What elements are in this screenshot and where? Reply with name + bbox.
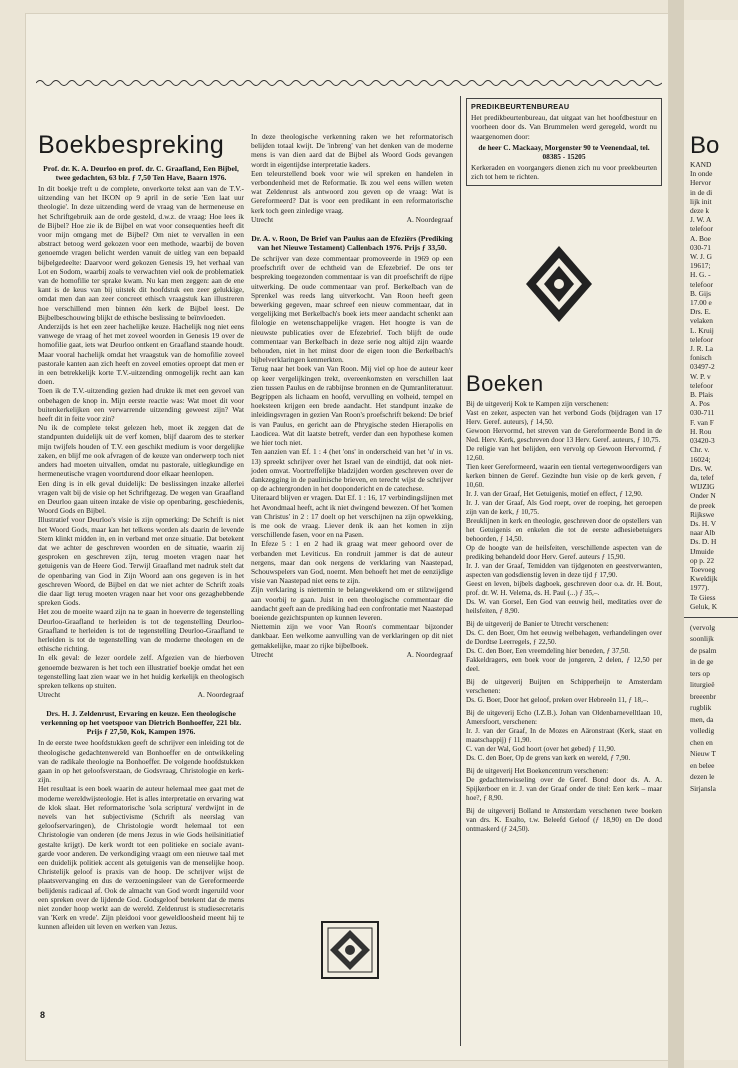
- next-page-line: Ds. H. V: [690, 518, 717, 528]
- review3-paragraph: Niettemin zijn we voor Van Roon's commentaar bijzonder dankbaar. Een welkome aanvulling van de verklaringen op dit niet gemakkelijke, maar zo rijke bijbelboek.: [251, 622, 453, 650]
- column-middle: [251, 132, 453, 659]
- next-page-line: Nieuw T: [690, 749, 716, 759]
- next-page-line: en belee: [690, 760, 715, 770]
- next-page-text: [690, 160, 738, 611]
- review1-paragraph: Anderzijds is het een zeer hachelijke keuze. Hachelijk nog niet eens vanwege de vraag of het met zoveel woorden in Genesis 19 over de homofilie gaat, iets wat Deurloo ontkent en Graafland staande houdt. Maar vooral hachelijk omdat het vraagstuk van de homofilie zoveel pastorale kanten aan zich heeft en zoveel emoties oproept dat men er in een betrekkelijk korte T.V.-uitzending onmogelijk recht aan kan doen.: [38, 322, 244, 387]
- next-page-line: 17.00 e: [690, 298, 712, 308]
- next-page-line: Rijkswe: [690, 509, 715, 519]
- boeken-entry: Ds. C. den Boer, Een vreemdeling hier beneden, ƒ 37,50.: [466, 647, 630, 655]
- next-page-line: fonisch: [690, 353, 712, 363]
- review3-signature: [251, 650, 453, 659]
- boeken-entry: Vast en zeker, aspecten van het verbond Gods (bijdragen van 17 Herv. Geref. auteurs), ƒ 14,50.: [466, 409, 662, 426]
- next-page-line: IJmuide: [690, 546, 714, 556]
- boeken-list: [466, 400, 662, 834]
- next-page-line: A. Pos: [690, 399, 710, 409]
- next-page-line: dezen le: [690, 772, 715, 782]
- review2-signature: [251, 215, 453, 224]
- next-page-line: op p. 22: [690, 555, 715, 565]
- signature-name: A. Noordegraaf: [197, 690, 244, 700]
- next-page-line: Toevoeg: [690, 564, 716, 574]
- next-page-line: chen en: [690, 737, 713, 747]
- review1-title: Prof. dr. K. A. Deurloo en prof. dr. C. Graafland, Een Bijbel, twee gedachten, 63 blz. ƒ 7,50 Ten Have, Baarn 1976.: [43, 164, 239, 182]
- next-page-line: liturgieë: [690, 680, 715, 690]
- next-page-line: 030-71: [690, 242, 711, 252]
- next-page-heading: Bo: [690, 132, 720, 159]
- review2-paragraph: Het resultaat is een boek waarin de auteur helemaal mee gaat met de moderne wereldwijsteologie. Het is alles interpretatie en ervaring wat de klok slaat. Het reformatorische 'sola scriptura' verdwijnt in de nevels van het subjectivisme (Schrift als neerslag van geloofservaringen), de Christologie wordt helemaal tot een Christologie van onderen (de mens Jezus in wie Gods heilsinitiatief gestalte krijgt). De kerk wordt tot een politieke en sociale avant-garde voor anderen. De verkondiging vraagt om een nieuwe taal met een duidelijk politiek accent als getuigenis van de menselijke hoop. Christelijk geloof is praxis van de hoop. De schrijver wijst de plaatsvervanging en dus de verzoeningsleer van de Gereformeerde belijdenis radicaal af. Ook de almacht van God wordt ingeruild voor een spreken over de lijdende God. Godsgeloof betekent dat de mens niet zonder hoop werkt aan de wereld. Zeldenrust is studiesecretaris van 'Kerk en vrede'. Zijn pleidooi voor geweldloosheid meent hij te kunnen afleiden uit leven en werken van Jezus.: [38, 784, 244, 932]
- review1-paragraph: Een ding is in elk geval duidelijk: De beslissingen inzake allerlei vragen valt bij de visie op het Schriftgezag. De wegen van Graafland en Deurloo gaan uiteen inzake de visie op openbaring, geschiedenis, Woord Gods en Bijbel.: [38, 478, 244, 516]
- boeken-entry: Breuklijnen in kerk en theologie, geschreven door de opstellers van het Getuigenis en enkelen die tot de eerste adhesiebetuigers behoorden, ƒ 14,50.: [466, 517, 662, 543]
- boeken-entry: Ds. C. den Boer, Op de grens van kerk en wereld, ƒ 7,90.: [466, 754, 631, 762]
- review1-paragraph: Toen ik de T.V.-uitzending gezien had drukte ik met een gevoel van onbehagen de knop in. Mijn eerste reactie was: Wat moet dit voor buitenkerkelijken een verwarrende uitzending geweest zijn? Wat heeft dit in feite voor zin?: [38, 386, 244, 424]
- boeken-column: [466, 372, 662, 834]
- signature-place: Utrecht: [251, 649, 274, 659]
- next-page-line: In onde: [690, 169, 713, 179]
- next-page-line: A. Boe: [690, 233, 711, 243]
- next-page-line: naar Alb: [690, 528, 716, 538]
- review3-paragraph: Uiteraard blijven er vragen. Dat Ef. 1 : 16, 17 verbindingslijnen met het Avondmaal heeft, acht ik niet dwingend bewezen. Of het 'komen van Christus' in 2 : 17 doelt op het verschijnen na zijn opwekking, is me ook de vraag. Liever denk ik aan het komen in zijn verschillende fasen, voor en na Pasen.: [251, 493, 453, 540]
- next-page-line: L. Kruij: [690, 325, 714, 335]
- next-page-line: lijk init: [690, 196, 712, 206]
- next-page-line: Sirjansla: [690, 783, 716, 793]
- boeken-entry: Bij de uitgeverij de Banier te Utrecht verschenen:: [466, 620, 609, 628]
- signature-name: A. Noordegraaf: [406, 649, 453, 659]
- boeken-entry: Ir. J. van der Graaf, Het Getuigenis, motief en effect, ƒ 12,90.: [466, 490, 643, 498]
- next-page-line: Onder N: [690, 491, 716, 501]
- boeken-entry: Ds. C. den Boer, Om het eeuwig welbehagen, verhandelingen over de Dordtse Leerregels, ƒ 22,50.: [466, 629, 662, 646]
- review3-paragraph: Zijn verklaring is niettemin te belangwekkend om er stilzwijgend aan voorbij te gaan. Juist in een theologische commentaar die aandacht geeft aan de prediking had een confrontatie met Naastepad boeiende gezichtspunten op kunnen leveren.: [251, 585, 453, 622]
- boeken-entry: Bij de uitgeverij Het Boekencentrum verschenen:: [466, 767, 609, 775]
- review1-paragraph: Het zou de moeite waard zijn na te gaan in hoeverre de tegenstelling Deurloo-Graafland te herleiden is tot de tegenstelling Deurloo-Graafland te herleiden is tot de tegenstelling Deurloo-Graafland te herleiden is tot de tegenstelling van de moderne theologen en de ethische richting.: [38, 607, 244, 654]
- next-page-line: KAND: [690, 160, 712, 169]
- page-gutter: [668, 0, 684, 1068]
- next-page-line: Drs. E.: [690, 307, 711, 317]
- next-page-line: telefoor: [690, 279, 713, 289]
- next-page-line: B. Gijs: [690, 288, 711, 298]
- review3-paragraph: Ten aanzien van Ef. 1 : 4 (het 'ons' in onderscheid van het 'u' in vs. 13) spreekt schrijver over het Israel van de eindtijd, dat ook niet-joden omvat. Voortreffelijke bladzijden worden geschreven over de dankzegging in de paulinische brieven, en terecht wijst de schrijver op de achtergronden in het doopondericht en de catechese.: [251, 447, 453, 494]
- boekbespreking-heading: Boekbespreking: [38, 131, 225, 159]
- review1-paragraph: Nu ik de complete tekst gelezen heb, moet ik zeggen dat de standpunten duidelijk uit de verf komen, blijf daarom des te sterker mijn twijfels houden of T.V. een geschikt medium is voor dergelijke zaken, en blijf me ook afvragen of de keuze van onderwerp toch niet anders had moeten uitvallen, omdat nu pastorale, uitlegkundige en hermeneutische vragen voortdurend door elkaar heenlopen.: [38, 423, 244, 479]
- boeken-entry: Fakkeldragers, een boek voor de jongeren, 2 delen, ƒ 12,50 per deel.: [466, 656, 662, 673]
- next-page-line: telefoor: [690, 380, 713, 390]
- next-page-line: telefoor: [690, 224, 713, 234]
- next-page-line: men, da: [690, 714, 714, 724]
- review2-paragraph: Een teleurstellend boek voor wie wil spreken en handelen in verbondenheid met de Reformatie. Ik zou wel eens willen weten wat Zeldenrust als antwoord zou geven op de vraag: Wat is Gereformeerd? Dat is voor een predikant in een reformatorische kerk toch geen zinledige vraag.: [251, 168, 453, 215]
- next-page-line: 19617;: [690, 261, 711, 271]
- predikbeurten-box: [466, 98, 662, 186]
- predikbeurten-footer: Kerkeraden en voorgangers dienen zich nu voor preekbeurten zich tot hem te richten.: [471, 163, 657, 182]
- review1-paragraph: In dit boekje treft u de complete, onverkorte tekst aan van de T.V.-uitzending van het IKON op 9 april in de serie 'Een laat uur theologie'. In deze uitzending werd de vraag van de hermeneuse en het Schriftgebruik aan de orde gesteld, d.w.z. de vraag: Hoe lees ik de Bijbel? Hoe zie ik de Bijbel en wat voor consequenties heeft dit voor mijn omgang met de Bijbel? Om niet te vervallen in een abstract betoog werd gekozen voor een methode, waarbij de boven genoemde vragen belicht werden vanuit de uitleg van een bepaald bijbelgedeelte: Daarvoor werd gekozen Genesis 19, het verhaal van Lot en Sodom, waarbij zoals te verwachten viel ook de problematiek van de homofilie ter sprake kwam. Nu kan men zeggen: aan de ene kant is de keus van bij uitstek dit hoofdstuk een zeer gelukkige, omdat men dan aan zeer concreet ethisch vraagstuk kan illustreren hoe verschillend men binnen één kerk de Bijbel leest. De Bijbelbeschouwing blijkt de ethische beslissing te beïnvloeden.: [38, 184, 244, 322]
- page-number: 8: [40, 1010, 46, 1020]
- next-page-line: telefoor: [690, 334, 713, 344]
- next-page-line: Geluk, K: [690, 601, 718, 611]
- boeken-entry: Bij de uitgeverij Kok te Kampen zijn verschenen:: [466, 400, 609, 408]
- signature-place: Utrecht: [251, 214, 274, 224]
- next-page-line: J. R. La: [690, 344, 713, 354]
- next-page-line: 030-711: [690, 408, 715, 418]
- next-page-line: 03497-2: [690, 362, 715, 372]
- next-page-line: Hervor: [690, 178, 711, 188]
- boeken-entry: C. van der Wal, God hoort (over het gebed) ƒ 11,90.: [466, 745, 616, 753]
- boeken-entry: Ir. J. van der Graaf, Temidden van tijdgenoten en geestverwanten, aspecten van godsdienstig leven in deze tijd ƒ 17,90.: [466, 562, 662, 579]
- review3-paragraph: Terug naar het boek van Van Roon. Mij viel op hoe de auteur keer op keer vergelijkingen trekt, overeenkomsten en verschillen laat zien tussen Paulus en de rabbijnse bronnen en de Qumranliteratuur. Begrippen als lichaam en hoofd, vervulling en volheid, tempel en hoeksteen krijgen een brede aandacht. Het standpunt inzake de inleidingsvragen in gezien Van Roon's proefschrift bekend: De brief is van Paulus, en gericht aan de Phrygische steden Hierapolis en Laodicea. Wat dit laatste betreft, verder dan een hypothese komen we hier toch niet.: [251, 364, 453, 448]
- next-page-line: 03420-3: [690, 436, 715, 446]
- next-page-line: (vervolg: [690, 622, 716, 632]
- next-page-line: soonlijk: [690, 634, 714, 644]
- next-page-line: Drs. W.: [690, 463, 713, 473]
- next-page-line: in de ge: [690, 657, 714, 667]
- wavy-divider: [36, 76, 662, 90]
- next-page-line: 16024;: [690, 454, 711, 464]
- next-page-line: 1977).: [690, 583, 710, 593]
- review1-paragraph: In elk geval: de lezer oordele zelf. Afgezien van de hierboven genoemde bezwaren is het toch een illustratief boekje omdat het een tegenstelling laat zien waar we in het huidig kerkelijk en theologisch spreken telkens op stuiten.: [38, 653, 244, 690]
- boeken-entry: Bij de uitgeverij Buijten en Schipperheijn te Amsterdam verschenen:: [466, 678, 662, 695]
- boeken-entry: Ds. G. Boer, Door het geloof, preken over Hebreeën 11, ƒ 18,–.: [466, 696, 649, 704]
- signature-place: Utrecht: [38, 690, 61, 700]
- boeken-entry: Bij de uitgeverij Echo (I.Z.B.). Johan van Oldenbarnevelltlaan 10, Amersfoort, verschenen:: [466, 709, 662, 726]
- next-page-line: Kweldijk: [690, 574, 718, 584]
- predikbeurten-text: Het predikbeurtenbureau, dat uitgaat van het hoofdbestuur en voorheen door ds. Van Brummelen werd geregeld, wordt nu waargenomen door:: [471, 113, 657, 141]
- review2-paragraph: In deze theologische verkenning raken we het reformatorisch belijden totaal kwijt. De 'inbreng' van het denken van de moderne mens is van dien aard dat de Bijbel als Woord Gods gevangen wordt in eigentijdse interpretatie kaders.: [251, 132, 453, 169]
- boeken-entry: Bij de uitgeverij Bolland te Amsterdam verschenen twee boeken van drs. K. Exalto, t.w. Beleefd Geloof (ƒ 18,90) en De dood ontmaskerd (ƒ 24,50).: [466, 807, 662, 833]
- next-page-line: B. Plais: [690, 390, 713, 400]
- next-page-line: F. van F: [690, 417, 714, 427]
- boeken-entry: Ir. J. van der Graaf, In de Mozes en Aäronstraat (Kerk, staat en maatschappij) ƒ 11,90.: [466, 727, 662, 744]
- review1-paragraph: Illustratief voor Deurloo's visie is zijn opmerking: De Schrift is niet het Woord Gods, maar kan het telkens worden als daarin de levende Stem klinkt midden in, en in verband met onze situatie. Dat betekent dat we achter de geschreven woorden en de situatie, waarin zij gesproken en geschreven zijn, terug moeten vragen naar het getuigenis van de Heere God. Terwijl Graafland met nadruk stelt dat de openbaring van God in Zijn Woord aan ons gegeven is in het geschreven Woord, de Bijbel en dat we niet achter de Schrift zoals die daar ligt terug moeten vragen naar het voor ons gezaghebbende spreken Gods.: [38, 515, 244, 608]
- review1-signature: [38, 690, 244, 699]
- signature-name: A. Noordegraaf: [406, 214, 453, 224]
- next-page-line: WIJZIG: [690, 482, 715, 492]
- next-page-line: velaken: [690, 316, 713, 326]
- next-page-line: Ds. D. H: [690, 537, 717, 547]
- next-page-line: Chr. v.: [690, 445, 710, 455]
- boeken-entry: Gewoon Hervormd, het streven van de Gereformeerde Bond in de Ned. Herv. Kerk, geschreven door 13 Herv. Geref. auteurs, ƒ 10,75.: [466, 427, 662, 444]
- review3-paragraph: De schrijver van deze commentaar promoveerde in 1969 op een proefschrift over de echtheid van de Efezebrief. De ons ter bespreking toegezonden commentaar is van dit proefschrift de rijpe uitwerking. De oude commentaar van prof. Berkelbach van de Sprenkel was reeds lang uitverkocht. Van Roon heeft geen bewerking gegeven, maar schreef een nieuw commentaar, dat in vergelijking met Berkelbach's boek iets meer aandacht schenkt aan filologie en wetenschappelijke vragen. Het hoogte is van de nieuwste publicaties over de Efezebrief. Toch blijft de oude commentaar van Berkelbach in deze serie nog altijd zijn waarde behouden, niet in het minst door de eigen toon die Berkelbach's bijbelverklaringen kenmerkten.: [251, 254, 453, 365]
- next-page-line: deze k: [690, 206, 710, 216]
- boeken-entry: Ds. W. van Gorsel, Een God van eeuwig heil, meditaties over de heilsfeiten, ƒ 8,90.: [466, 598, 662, 615]
- next-page-line: volledig: [690, 726, 715, 736]
- predikbeurten-contact: de heer C. Mackaay, Morgenster 90 te Veenendaal, tel. 08385 - 15205: [478, 142, 650, 162]
- boeken-entry: De religie van het belijden, een vervolg op Gewoon Hervormd, ƒ 12,60.: [466, 445, 662, 462]
- predikbeurten-title: PREDIKBEURTENBUREAU: [471, 102, 570, 111]
- next-page-line: H. Rou: [690, 426, 712, 436]
- next-page-line: rugblik: [690, 703, 712, 713]
- next-page-text-lower: [690, 622, 738, 795]
- diamond-ornament-icon: [524, 244, 594, 324]
- boeken-entry: Geest en leven, bijbels dagboek, geschreven door o.a. dr. H. Bout, prof. dr. W. H. Velema, ds. H. Paul (...) ƒ 35,–.: [466, 580, 662, 597]
- column-rule: [460, 96, 461, 1046]
- next-page-line: W. J. G: [690, 252, 712, 262]
- column-left: [38, 132, 244, 932]
- next-page-line: de psalm: [690, 645, 717, 655]
- next-page-strip: [684, 20, 738, 1060]
- boeken-entry: Op de hoogte van de heilsfeiten, verschillende aspecten van de prediking behandeld door Herv. Geref. auteurs ƒ 15,90.: [466, 544, 662, 561]
- review3-title: Dr. A. v. Roon, De Brief van Paulus aan de Efeziërs (Prediking van het Nieuwe Testament) Callenbach 1976. Prijs ƒ 33,50.: [251, 234, 453, 253]
- review2-paragraph: In de eerste twee hoofdstukken geeft de schrijver een inleiding tot de theologische gedachtenwereld van Bonhoeffer en de ontwikkeling van de radikale theologie na Bonhoeffer. De volgende hoofdstukken gaan in op het geloofsverstaan, de Godsvraag, Christologie en kerk-zijn.: [38, 738, 244, 785]
- boeken-entry: Ir. J. van der Graaf, Als God roept, over de roeping, het geroepen zijn van de kerk, ƒ 10,75.: [466, 499, 662, 516]
- boeken-entry: De gedachtenwisseling over de Geref. Bond door ds. A. A. Spijkerboer en ir. J. van der Graaf onder de titel: Een kerk – maar hoe?, ƒ 8,90.: [466, 776, 662, 802]
- next-page-line: in de di: [690, 187, 713, 197]
- next-page-line: da, telef: [690, 472, 714, 482]
- review3-paragraph: In Efeze 5 : 1 en 2 had ik graag wat meer gehoord over de verbanden met Leviticus. En rondruit jammer is dat de auteur nergens, maar dan ook nergens de verklaring van Naastepad, Schouwspelers van God, noemt. Men behoeft het met de eenzijdige visie van Naastepad niet eens te zijn.: [251, 539, 453, 586]
- next-page-line: J. W. A: [690, 215, 712, 225]
- review2-title: Drs. H. J. Zeldenrust, Ervaring en keuze. Een theologische verkenning op het voetspoor van Dietrich Bonhoeffer, 221 blz. Prijs ƒ 27,50, Kok, Kampen 1976.: [40, 709, 242, 737]
- next-page-line: W. P. v: [690, 371, 711, 381]
- boeken-entry: Tien keer Gereformeerd, waarin een tiental vertegenwoordigers van kerken binnen de Geref. Gezindte hun visie op de kerk geven, ƒ 10,60.: [466, 463, 662, 489]
- next-page-line: Te Giess: [690, 592, 716, 602]
- next-page-line: breeenbr: [690, 691, 716, 701]
- next-page-line: de preek: [690, 500, 716, 510]
- boeken-heading: Boeken: [466, 371, 544, 396]
- next-page-line: H. G. -: [690, 270, 711, 280]
- ornament-icon: [320, 920, 380, 980]
- next-page-line: ters op: [690, 668, 710, 678]
